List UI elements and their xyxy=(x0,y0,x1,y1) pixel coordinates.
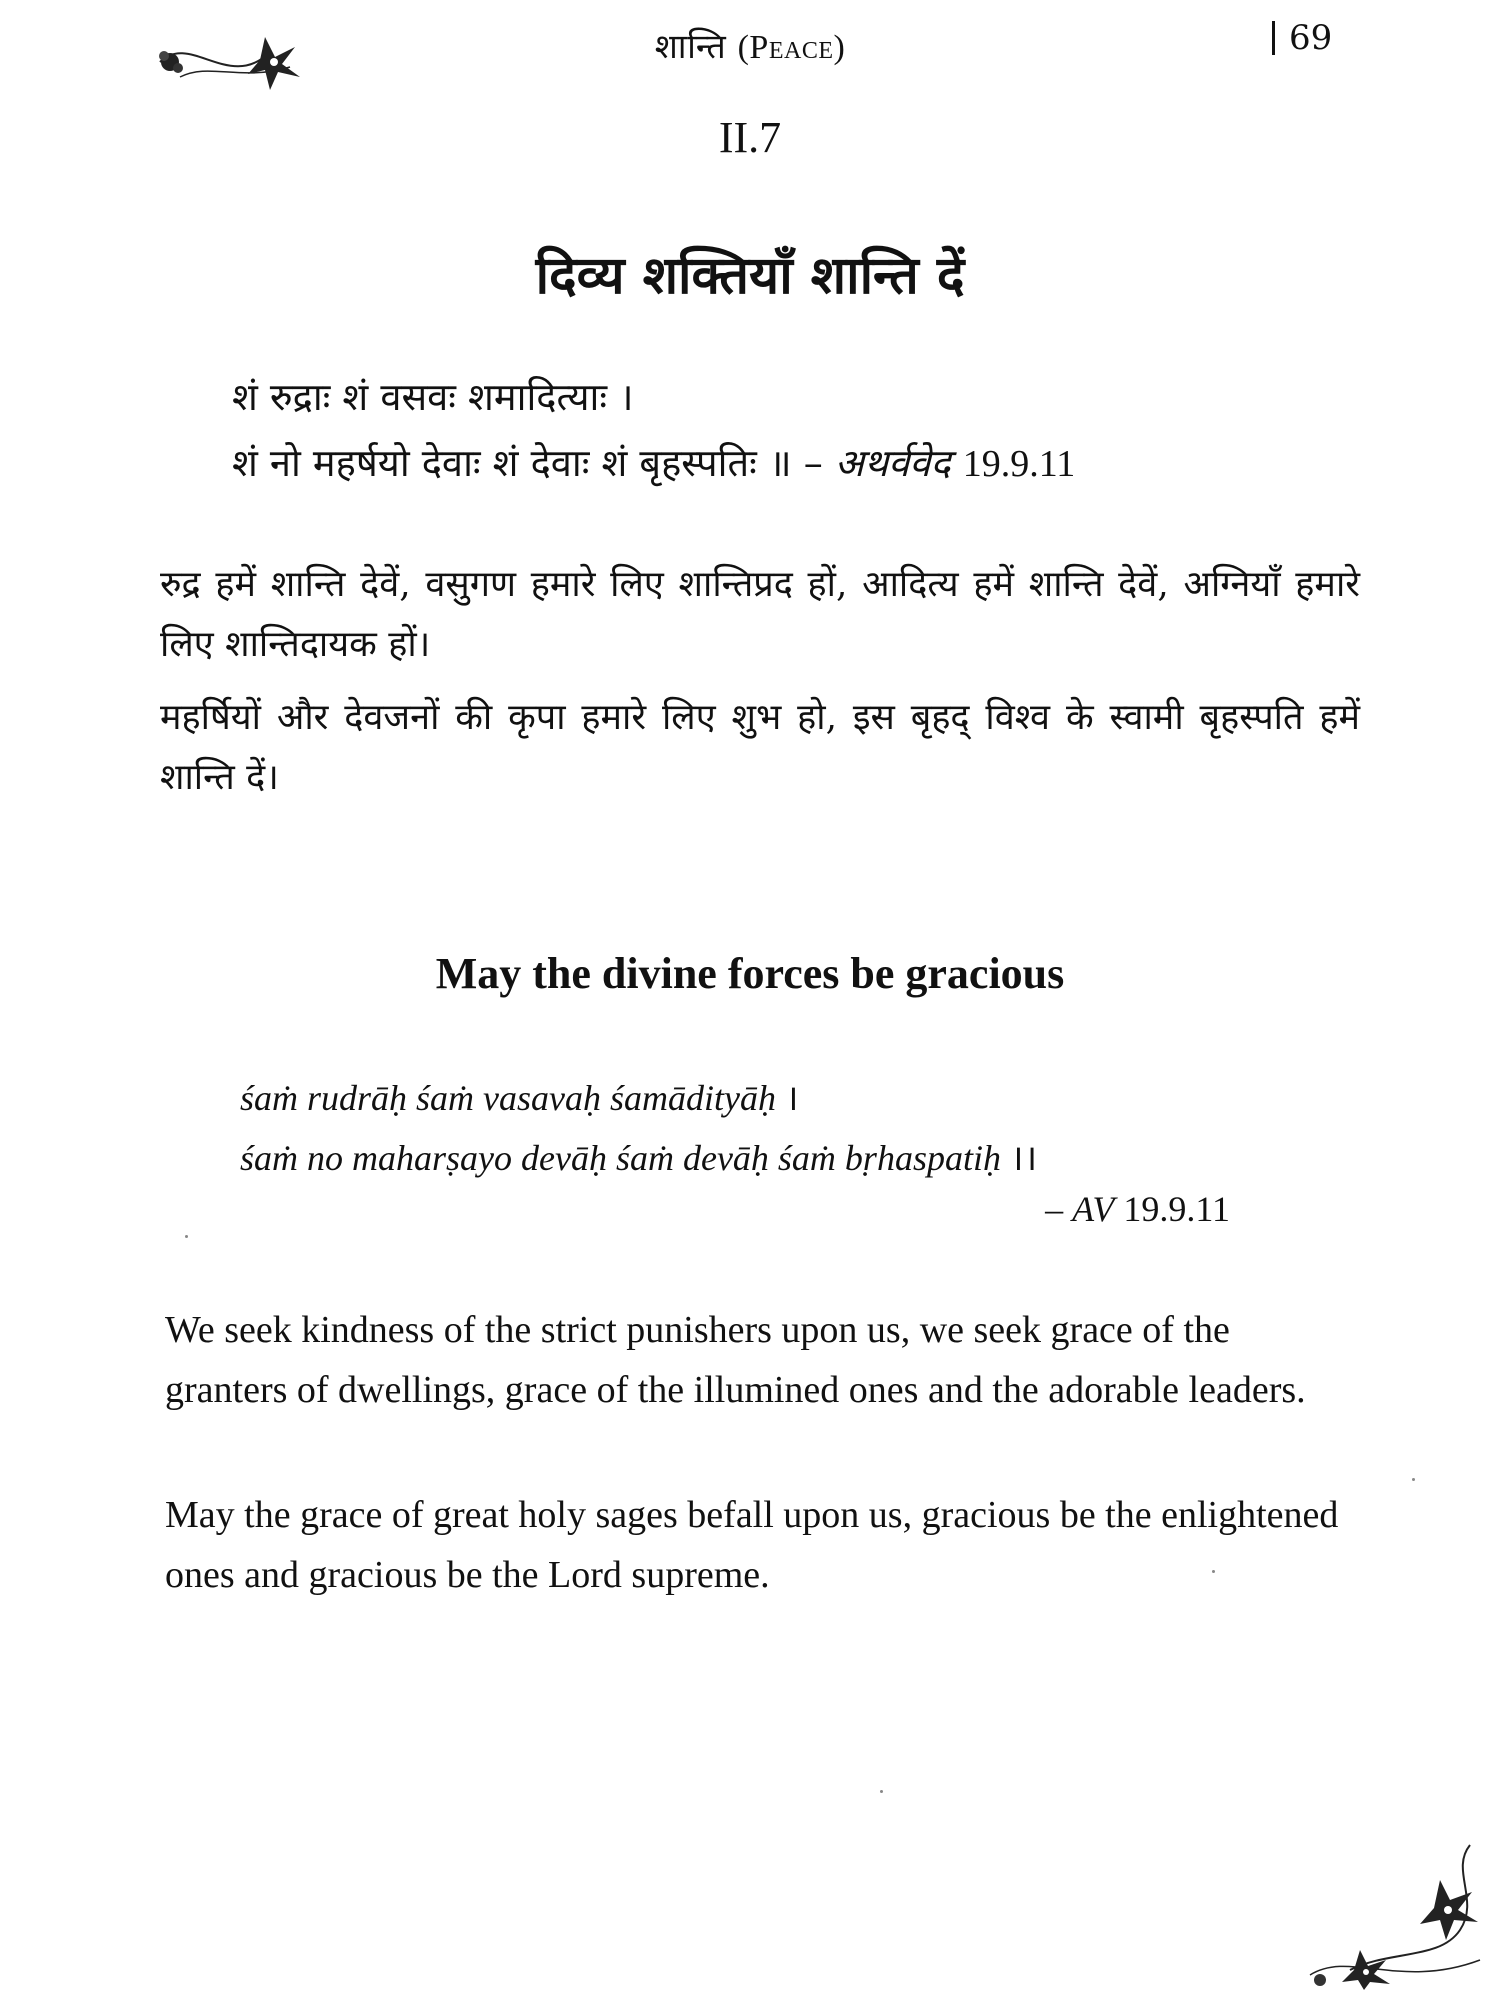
verse-line-2 xyxy=(232,430,1075,497)
translit-line-2 xyxy=(240,1128,1037,1188)
page-speck xyxy=(1212,1570,1215,1573)
translit-danda: । xyxy=(776,1078,799,1118)
verse-line-1: शं रुद्राः शं वसवः शमादित्याः । xyxy=(232,375,634,419)
verse-line-2-text: शं नो महर्षयो देवाः शं देवाः शं बृहस्पतिः ॥ – xyxy=(232,441,823,485)
hindi-title: दिव्य शक्तियाँ शान्ति दें xyxy=(535,245,965,306)
translit-reference xyxy=(900,1188,1230,1230)
translit-ref-number: 19.9.11 xyxy=(1114,1189,1230,1229)
translit-line-1 xyxy=(240,1068,1037,1128)
page-speck xyxy=(880,1790,883,1793)
translit-ref-dash: – xyxy=(1045,1189,1073,1229)
page-number-value: 69 xyxy=(1289,18,1333,58)
page-number-divider xyxy=(1272,21,1275,55)
page-speck xyxy=(185,1235,188,1238)
english-paragraph: May the grace of great holy sages befall upon us, gracious be the enlightened ones and gracious be the Lord supreme. xyxy=(165,1494,1339,1596)
translit-ref-source: AV xyxy=(1072,1189,1115,1229)
transliteration xyxy=(240,1068,1037,1188)
running-head-hindi: शान्ति xyxy=(654,27,727,67)
verse-reference: 19.9.11 xyxy=(962,443,1076,485)
english-title: May the divine forces be gracious xyxy=(435,949,1065,998)
section-number: II.7 xyxy=(718,113,782,162)
running-head-english: (Peace) xyxy=(737,29,846,66)
sanskrit-verse xyxy=(232,364,1075,497)
translit-double-danda: ।। xyxy=(1000,1138,1038,1178)
verse-source: अथर्ववेद xyxy=(834,441,951,485)
floral-ornament-icon xyxy=(1290,1840,1490,1990)
page-number xyxy=(1272,18,1332,58)
page-speck xyxy=(1412,1478,1415,1481)
translit-line-1-text: śaṁ rudrāḥ śaṁ vasavaḥ śamādityāḥ xyxy=(240,1078,776,1118)
translit-line-2-text: śaṁ no maharṣayo devāḥ śaṁ devāḥ śaṁ bṛhaspatiḥ xyxy=(240,1138,1001,1178)
english-paragraph: We seek kindness of the strict punishers upon us, we seek grace of the granters of dwellings, grace of the illumined ones and the adorable leaders. xyxy=(165,1309,1306,1411)
hindi-explanation-paragraph: महर्षियों और देवजनों की कृपा हमारे लिए शुभ हो, इस बृहद् विश्व के स्वामी बृहस्पति हमें शान्ति दें। xyxy=(160,697,1360,798)
hindi-explanation-paragraph: रुद्र हमें शान्ति देवें, वसुगण हमारे लिए शान्तिप्रद हों, आदित्य हमें शान्ति देवें, अग्नियाँ हमारे लिए शान्तिदायक हों। xyxy=(160,564,1360,665)
